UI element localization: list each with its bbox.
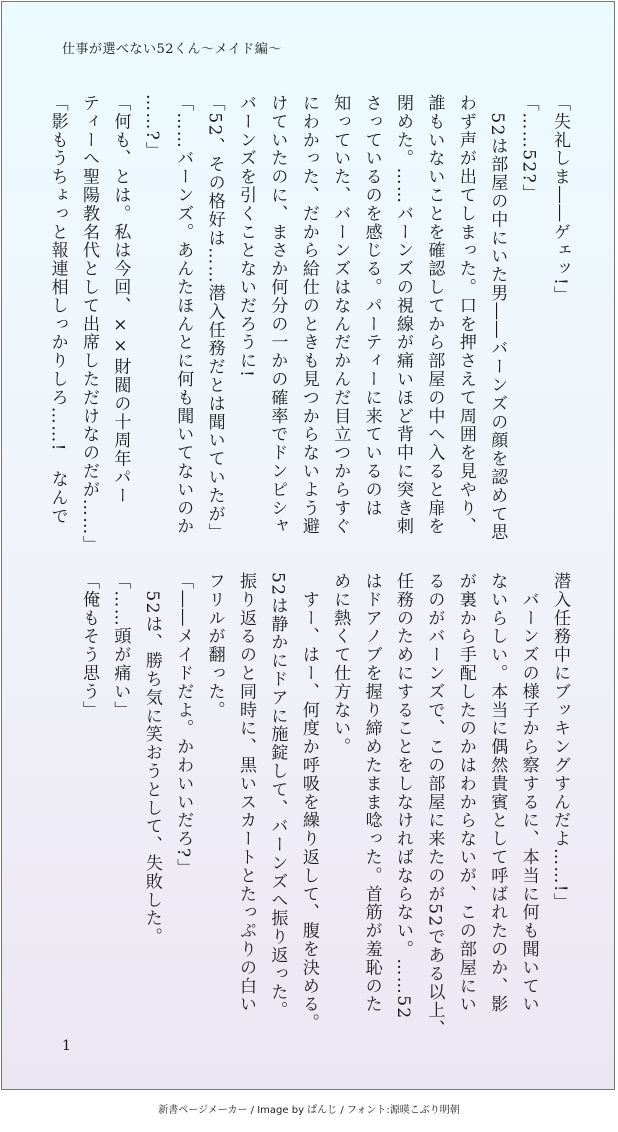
text-column: バーンズの様子から察するに、本当に何も聞いてい — [518, 572, 539, 1014]
text-column: 任務のためにすることをしなければならない。……52 — [393, 572, 413, 1020]
text-column: 「52、その格好は……潜入任務だとは聞いていたが」 — [204, 94, 225, 542]
text-column: 52は静かにドアに施錠して、バーンズへ振り返った。 — [267, 572, 288, 1020]
text-column: 「……52?」 — [518, 94, 539, 203]
text-column: はドアノブを握り締めたまま唸った。首筋が羞恥のた — [361, 572, 382, 1014]
text-column: 振り返るのと同時に、黒いスカートとたっぷりの白い — [236, 572, 256, 1014]
text-column: 閉めた。……バーンズの視線が痛いほど背中に突き刺 — [393, 94, 413, 536]
text-column: 潜入任務中にブッキングすんだよ……!」 — [550, 572, 570, 912]
text-column: 52は、勝ち気に笑おうとして、失敗した。 — [141, 572, 162, 947]
manuscript-page — [1, 1, 615, 1090]
page-title: 仕事が選べない52くん〜メイド編〜 — [62, 42, 282, 57]
text-column: ……?」 — [141, 94, 162, 160]
text-column: ないらしい。本当に偶然貴賓として呼ばれたのか、影 — [487, 572, 508, 1014]
text-column: ティーへ聖陽教名代として出席しただけなのだが……」 — [79, 94, 99, 554]
text-column: 「失礼しま――ゲェッ!」 — [550, 94, 570, 305]
text-column: 52は部屋の中にいた男――バーンズの顔を認めて思 — [487, 94, 508, 542]
text-column: けていたのに、まさか何分の一かの確率でドンピシャ — [267, 94, 288, 536]
text-column: めに熱くて仕方ない。 — [330, 572, 351, 756]
text-column: が裏から手配したのかはわからないが、この部屋にい — [455, 572, 476, 1014]
text-column: 知っていた、バーンズはなんだかんだ目立つからすぐ — [330, 94, 351, 536]
text-column: 「――メイドだよ。かわいいだろ?」 — [173, 572, 194, 877]
text-column: にわかった、だから給仕のときも見つからないよう避 — [298, 94, 319, 536]
text-column: 「影もうちょっと報連相しっかりしろ……! なんで — [47, 94, 68, 526]
text-column: すー、はー、何度か呼吸を繰り返して、腹を決める。 — [298, 572, 319, 1032]
text-column: 「……頭が痛い」 — [110, 572, 131, 720]
page-number: 1 — [62, 1038, 71, 1054]
text-column: わず声が出てしまった。口を押さえて周囲を見やり、 — [455, 94, 476, 536]
text-column: 「俺もそう思う」 — [79, 572, 99, 720]
text-column: フリルが翻った。 — [204, 572, 225, 720]
text-column: 誰もいないことを確認してから部屋の中へ入ると扉を — [424, 94, 445, 536]
text-column: バーンズを引くことないだろうに! — [236, 94, 256, 379]
text-column: さっているのを感じる。パーティーに来ているのは — [361, 94, 382, 518]
text-column: 「何も、とは。私は今回、××財閥の十周年パー — [110, 94, 131, 505]
text-column: 「……バーンズ。あんたほんとに何も聞いてないのか — [173, 94, 194, 536]
credit-line: 新書ページメーカー / Image by ぱんじ / フォント:源暎こぶり明朝 — [158, 1105, 460, 1116]
text-column: るのがバーンズで、この部屋に来たのが52である以上、 — [424, 572, 445, 1039]
